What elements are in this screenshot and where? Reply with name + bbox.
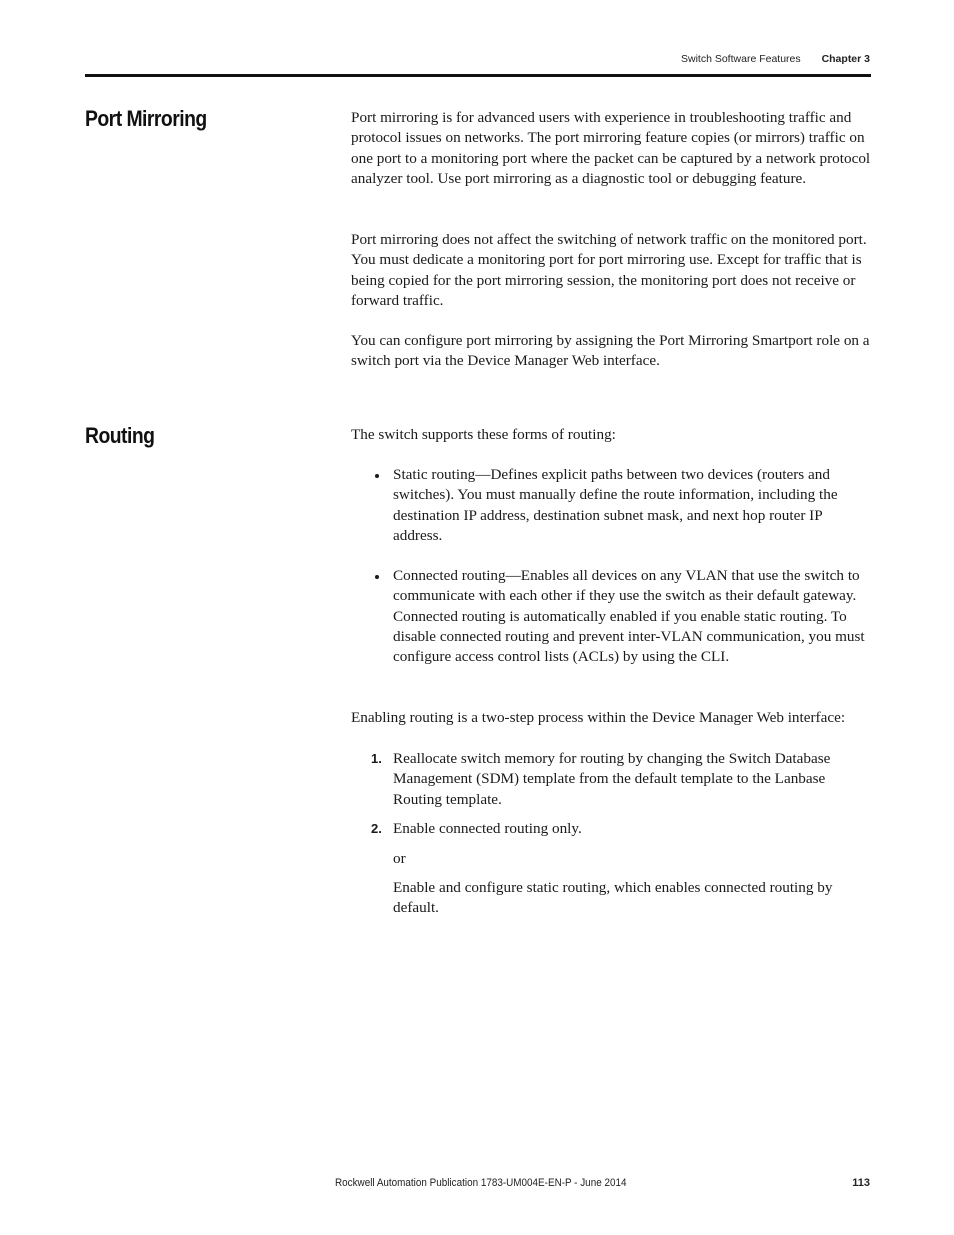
list-item bbox=[351, 566, 873, 667]
port-mirroring-paragraph-1 bbox=[351, 108, 873, 189]
section-title-routing: Routing bbox=[85, 423, 155, 448]
paragraph-text: Port mirroring does not affect the switching of network traffic on the monitored port. You must dedicate a monitoring port for port mirroring use. Except for traffic that is being copied for the port mirroring session, the monitoring port does not receive or forward traffic. bbox=[351, 231, 867, 309]
routing-steps-list-2 bbox=[351, 819, 873, 839]
paragraph-text: You can configure port mirroring by assigning the Port Mirroring Smartport role on a switch port via the Device Manager Web interface. bbox=[351, 332, 870, 370]
section-title-port-mirroring: Port Mirroring bbox=[85, 106, 207, 131]
header-rule bbox=[85, 74, 871, 77]
step-text: Reallocate switch memory for routing by changing the Switch Database Management (SDM) template from the default template to the Lanbase Routing template. bbox=[393, 750, 831, 808]
publication-info: Rockwell Automation Publication 1783-UM004E-EN-P - June 2014 bbox=[335, 1177, 627, 1189]
paragraph-text: Port mirroring is for advanced users with experience in troubleshooting traffic and protocol issues on networks. The port mirroring feature copies (or mirrors) traffic on one port to a monitoring port where the packet can be captured by a network protocol analyzer tool. Use port mirroring as a diagnostic tool or debugging feature. bbox=[351, 109, 871, 187]
step-item bbox=[351, 749, 873, 810]
list-item-text: Static routing—Defines explicit paths between two devices (routers and switches). You must manually define the route information, including the destination IP address, destination subnet mask, and next hop router IP address. bbox=[393, 466, 838, 544]
port-mirroring-paragraph-2 bbox=[351, 230, 873, 311]
step-item bbox=[351, 819, 873, 839]
or-text: or bbox=[393, 850, 406, 867]
step-alternative bbox=[393, 878, 873, 919]
bullet-icon bbox=[375, 474, 379, 478]
routing-steps-list bbox=[351, 749, 873, 810]
routing-forms-list bbox=[351, 465, 873, 546]
step-text: Enable connected routing only. bbox=[393, 820, 582, 837]
paragraph-text: The switch supports these forms of routing: bbox=[351, 426, 616, 443]
paragraph-text: Enable and configure static routing, which enables connected routing by default. bbox=[393, 879, 833, 917]
running-header bbox=[681, 53, 870, 65]
routing-forms-list-2 bbox=[351, 566, 873, 667]
step-or-separator bbox=[393, 849, 873, 869]
port-mirroring-paragraph-3 bbox=[351, 331, 873, 372]
step-number: 1. bbox=[371, 751, 382, 766]
header-chapter-label: Chapter 3 bbox=[821, 53, 870, 65]
step-number: 2. bbox=[371, 821, 382, 836]
routing-process-intro bbox=[351, 708, 873, 728]
page-number: 113 bbox=[852, 1177, 870, 1189]
paragraph-text: Enabling routing is a two-step process within the Device Manager Web interface: bbox=[351, 709, 846, 726]
header-section-title: Switch Software Features bbox=[681, 53, 801, 65]
routing-intro bbox=[351, 425, 873, 445]
list-item-text: Connected routing—Enables all devices on any VLAN that use the switch to communicate with each other if they use the switch as their default gateway. Connected routing is automatically enabled if you enable static routing. To disable connected routing and prevent inter-VLAN communication, you must configure access control lists (ACLs) by using the CLI. bbox=[393, 567, 865, 666]
list-item bbox=[351, 465, 873, 546]
bullet-icon bbox=[375, 575, 379, 579]
